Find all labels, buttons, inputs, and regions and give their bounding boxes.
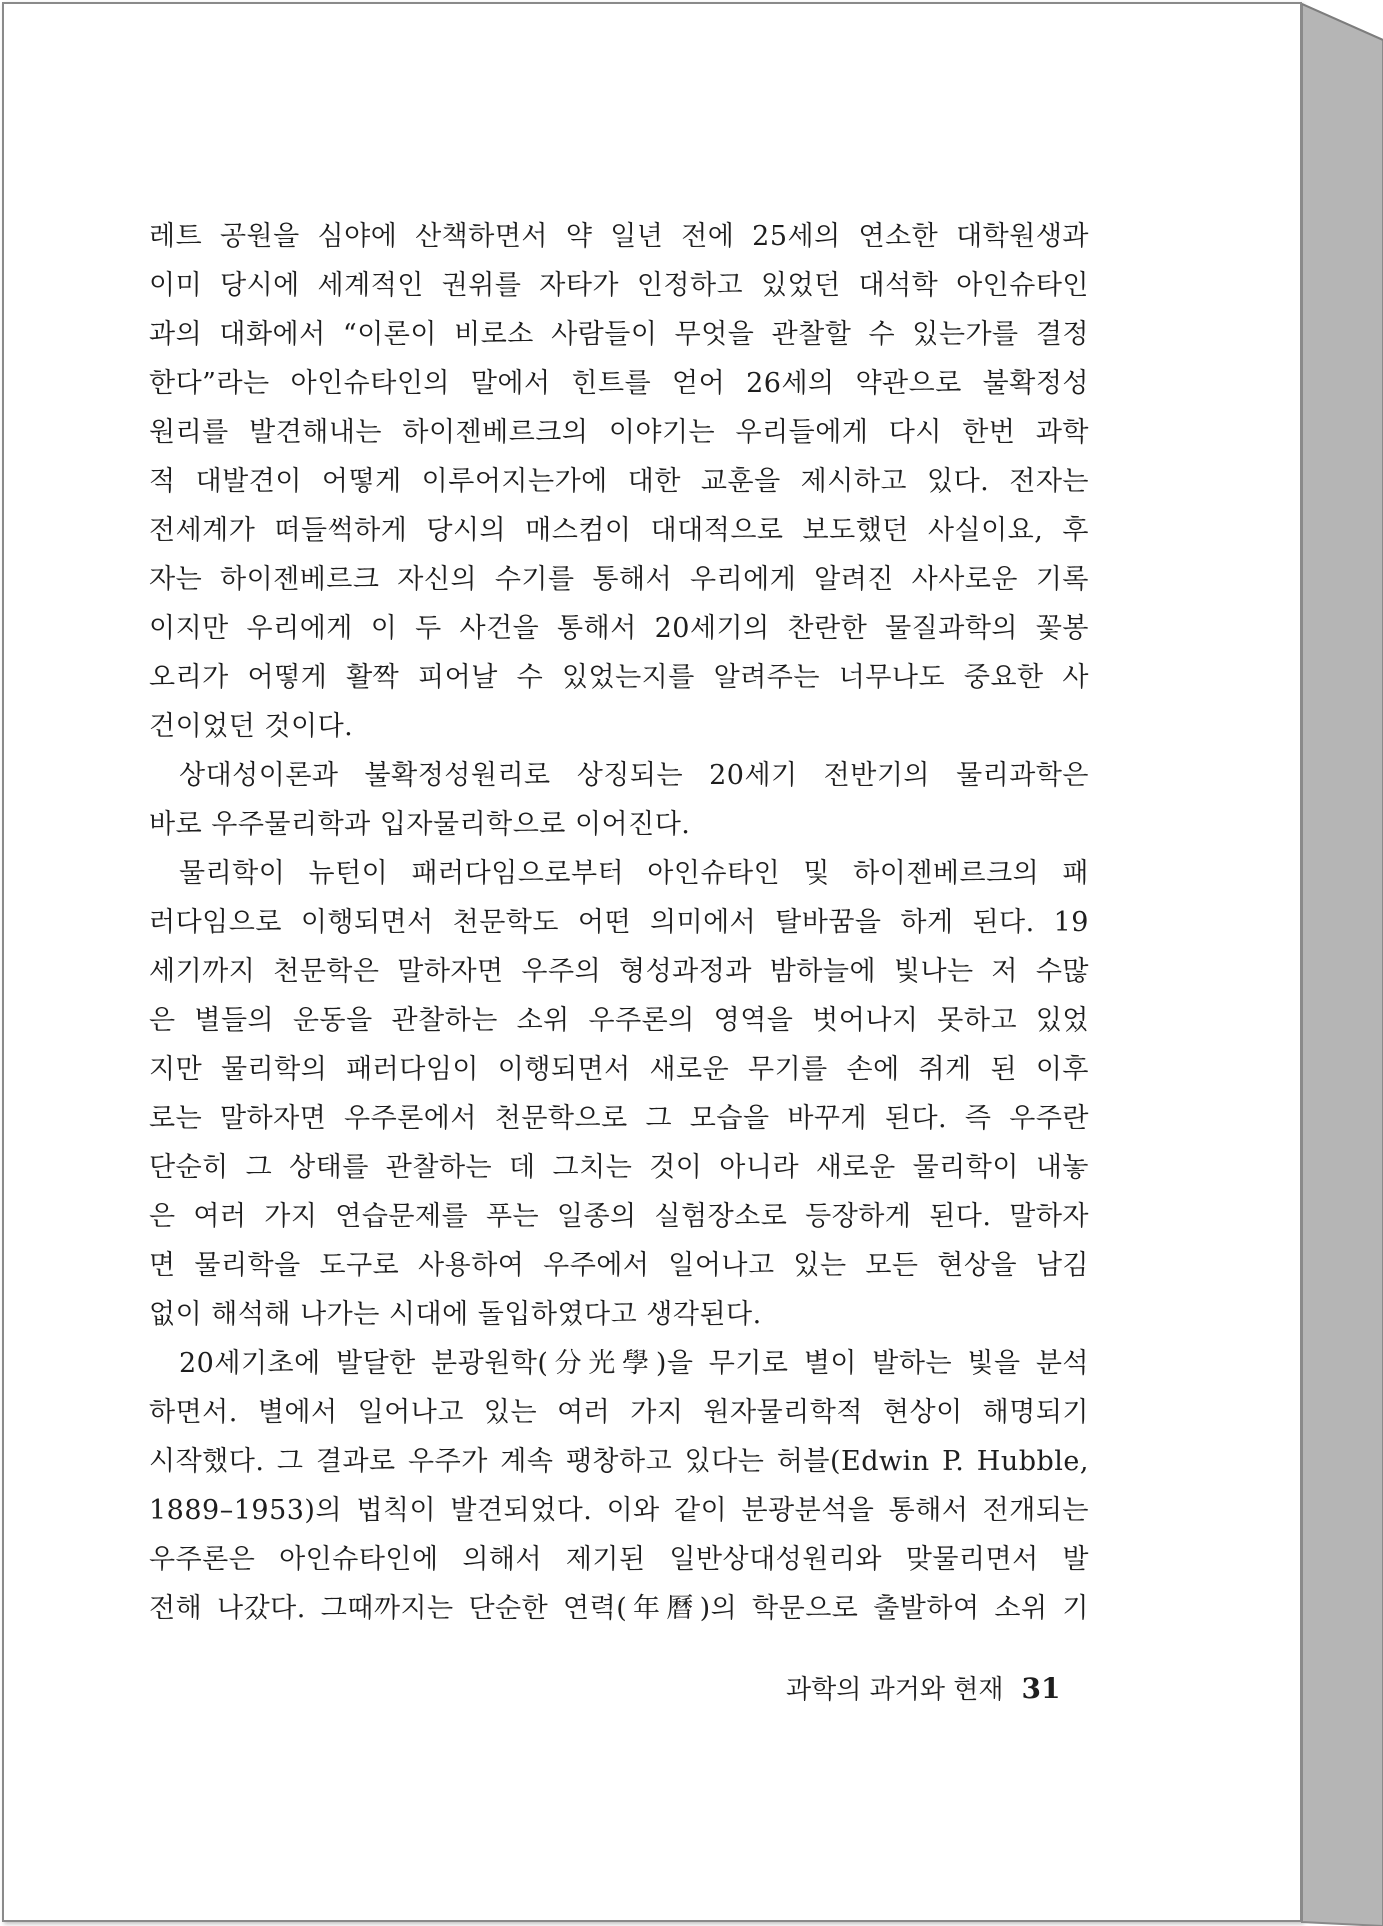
text-line: 바로 우주물리학과 입자물리학으로 이어진다. — [149, 809, 691, 840]
text-line: 전해 나갔다. 그때까지는 단순한 연력(年曆)의 학문으로 출발하여 소위 기 — [149, 1593, 1089, 1624]
text-line: 시작했다. 그 결과로 우주가 계속 팽창하고 있다는 허블(Edwin P. Hubble, — [149, 1446, 1089, 1477]
text-line: 러다임으로 이행되면서 천문학도 어떤 의미에서 탈바꿈을 하게 된다. 19 — [149, 907, 1089, 938]
text-line: 오리가 어떻게 활짝 피어날 수 있었는지를 알려주는 너무나도 중요한 사 — [149, 662, 1089, 693]
running-title: 과학의 과거와 현재 — [786, 1675, 1004, 1705]
text-line: 건이었던 것이다. — [149, 711, 354, 742]
text-line: 로는 말하자면 우주론에서 천문학으로 그 모습을 바꾸게 된다. 즉 우주란 — [149, 1103, 1089, 1134]
text-line: 우주론은 아인슈타인에 의해서 제기된 일반상대성원리와 맞물리면서 발 — [149, 1544, 1089, 1575]
text-line: 세기까지 천문학은 말하자면 우주의 형성과정과 밤하늘에 빛나는 저 수많 — [149, 956, 1089, 987]
text-line: 20세기초에 발달한 분광원학(分光學)을 무기로 별이 발하는 빛을 분석 — [179, 1348, 1089, 1379]
text-line: 레트 공원을 심야에 산책하면서 약 일년 전에 25세의 연소한 대학원생과 — [149, 221, 1089, 252]
text-line: 이미 당시에 세계적인 권위를 자타가 인정하고 있었던 대석학 아인슈타인 — [149, 270, 1089, 301]
text-line: 은 별들의 운동을 관찰하는 소위 우주론의 영역을 벗어나지 못하고 있었 — [149, 1005, 1089, 1036]
text-line: 물리학이 뉴턴이 패러다임으로부터 아인슈타인 및 하이젠베르크의 패 — [179, 858, 1089, 889]
text-line: 적 대발견이 어떻게 이루어지는가에 대한 교훈을 제시하고 있다. 전자는 — [149, 466, 1089, 497]
text-line: 지만 물리학의 패러다임이 이행되면서 새로운 무기를 손에 쥐게 된 이후 — [149, 1054, 1089, 1085]
text-line: 단순히 그 상태를 관찰하는 데 그치는 것이 아니라 새로운 물리학이 내놓 — [149, 1152, 1089, 1183]
text-line: 이지만 우리에게 이 두 사건을 통해서 20세기의 찬란한 물질과학의 꽃봉 — [149, 613, 1089, 644]
page-side-shading — [1302, 4, 1383, 1926]
text-line: 원리를 발견해내는 하이젠베르크의 이야기는 우리들에게 다시 한번 과학 — [149, 417, 1089, 448]
page-number: 31 — [1021, 1672, 1061, 1705]
text-line: 1889–1953)의 법칙이 발견되었다. 이와 같이 분광분석을 통해서 전개되는 — [149, 1495, 1089, 1526]
text-line: 전세계가 떠들썩하게 당시의 매스컴이 대대적으로 보도했던 사실이요, 후 — [149, 515, 1089, 546]
text-line: 자는 하이젠베르크 자신의 수기를 통해서 우리에게 알려진 사사로운 기록 — [149, 564, 1089, 595]
text-line: 상대성이론과 불확정성원리로 상징되는 20세기 전반기의 물리과학은 — [179, 760, 1089, 791]
text-line: 하면서. 별에서 일어나고 있는 여러 가지 원자물리학적 현상이 해명되기 — [149, 1397, 1089, 1428]
text-line: 면 물리학을 도구로 사용하여 우주에서 일어나고 있는 모든 현상을 남김 — [149, 1250, 1089, 1281]
text-line: 은 여러 가지 연습문제를 푸는 일종의 실험장소로 등장하게 된다. 말하자 — [149, 1201, 1089, 1232]
text-line: 한다”라는 아인슈타인의 말에서 힌트를 얻어 26세의 약관으로 불확정성 — [149, 368, 1089, 399]
text-line: 없이 해석해 나가는 시대에 돌입하였다고 생각된다. — [149, 1299, 762, 1330]
text-line: 과의 대화에서 “이론이 비로소 사람들이 무엇을 관찰할 수 있는가를 결정 — [149, 319, 1089, 350]
